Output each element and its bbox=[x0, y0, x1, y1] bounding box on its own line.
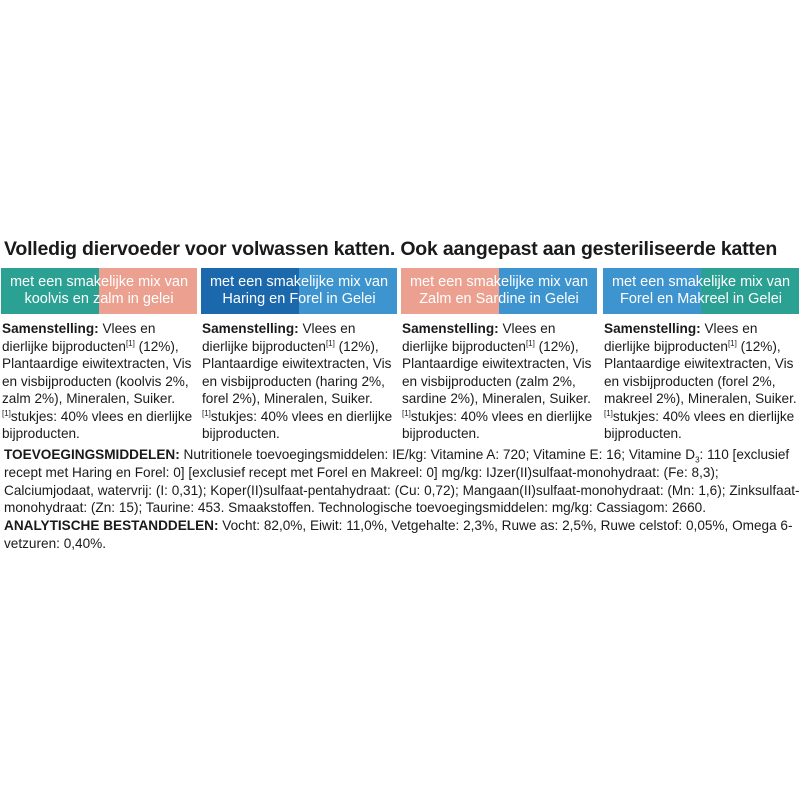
footnote-mark: [1] bbox=[325, 338, 335, 348]
recipe-banner bbox=[201, 268, 397, 314]
composition-part-1: Vlees en dierlijke bijproducten bbox=[202, 321, 356, 354]
footnote-mark: [1] bbox=[604, 408, 613, 418]
composition-text bbox=[401, 320, 597, 443]
footnote-mark: [1] bbox=[727, 338, 737, 348]
banner-line-1: met een smakelijke mix van bbox=[209, 274, 389, 290]
footnote-mark: [1] bbox=[525, 338, 535, 348]
composition-label: Samenstelling: bbox=[402, 321, 499, 336]
banner-line-1: met een smakelijke mix van bbox=[611, 274, 791, 290]
analytical-label: ANALYTISCHE BESTANDDELEN: bbox=[4, 518, 219, 534]
banner-line-1: met een smakelijke mix van bbox=[409, 274, 589, 290]
recipe-columns bbox=[1, 268, 799, 441]
composition-text bbox=[1, 320, 197, 443]
composition-part-3: stukjes: 40% vlees en dierlijke bijproducten. bbox=[604, 408, 795, 441]
composition-label: Samenstelling: bbox=[202, 321, 299, 336]
recipe-column-1 bbox=[1, 268, 197, 443]
composition-part-2: (12%), Plantaardige eiwitextracten, Vis en visbijproducten (haring 2%, forel 2%), Mineralen, Suiker. bbox=[202, 338, 392, 406]
composition-label: Samenstelling: bbox=[2, 321, 99, 336]
banner-line-2: Haring en Forel in Gelei bbox=[222, 291, 376, 307]
composition-text bbox=[201, 320, 397, 443]
footnote-mark: [1] bbox=[2, 408, 11, 418]
composition-part-3: stukjes: 40% vlees en dierlijke bijproducten. bbox=[402, 408, 593, 441]
headline: Volledig diervoeder voor volwassen katten. Ook aangepast aan gesteriliseerde katten bbox=[4, 238, 778, 260]
banner-line-2: Forel en Makreel in Gelei bbox=[620, 291, 782, 307]
composition-label: Samenstelling: bbox=[604, 321, 701, 336]
additives-text bbox=[4, 446, 800, 553]
subscript-3: 3 bbox=[695, 455, 700, 465]
composition-part-3: stukjes: 40% vlees en dierlijke bijproducten. bbox=[2, 408, 193, 441]
recipe-banner bbox=[1, 268, 197, 314]
analytical-values: Vocht: 82,0%, Eiwit: 11,0%, Vetgehalte: 2,3%, Ruwe as: 2,5%, Ruwe celstof: 0,05%, Omega 6-vetzuren: 0,40%. bbox=[4, 518, 793, 551]
composition-part-1: Vlees en dierlijke bijproducten bbox=[402, 321, 556, 354]
recipe-banner bbox=[603, 268, 799, 314]
banner-line-1: met een smakelijke mix van bbox=[9, 274, 189, 290]
composition-part-1: Vlees en dierlijke bijproducten bbox=[2, 321, 156, 354]
composition-text bbox=[603, 320, 799, 443]
banner-line-2: Zalm en Sardine in Gelei bbox=[419, 291, 579, 307]
additives-part-1: Nutritionele toevoegingsmiddelen: IE/kg: Vitamine A: 720; Vitamine E: 16; Vitamine D bbox=[179, 447, 696, 462]
recipe-column-2 bbox=[201, 268, 397, 443]
recipe-banner bbox=[401, 268, 597, 314]
composition-part-2: (12%), Plantaardige eiwitextracten, Vis en visbijproducten (koolvis 2%, zalm 2%), Mineralen, Suiker. bbox=[2, 338, 192, 406]
additives-label: TOEVOEGINGSMIDDELEN: bbox=[4, 447, 180, 462]
banner-line-2: koolvis en zalm in gelei bbox=[24, 291, 174, 307]
additives-part-2: : 110 [exclusief recept met Haring en Forel: 0] [exclusief recept met Forel en Makreel: 0] mg/kg: IJzer(II)sulfaat-monohydraat: (Fe: 8,3); Calciumjodaat, watervrij: (I: 0,31); Koper(II)sulfaat-pentahydraat: (Cu: 0,72); Mangaan(II)sulfaat-monohydraat: (Mn: 1,6); Zinksulfaat-monohydraat: (Zn: 15); Taurine: 453. Smaakstoffen. Technologische toevoegingsmiddelen: mg/kg: Cassiagom: 2660. bbox=[4, 447, 800, 516]
recipe-column-4 bbox=[603, 268, 799, 443]
composition-part-2: (12%), Plantaardige eiwitextracten, Vis en visbijproducten (forel 2%, makreel 2%), Mineralen, Suiker. bbox=[604, 338, 797, 406]
composition-part-3: stukjes: 40% vlees en dierlijke bijproducten. bbox=[202, 408, 393, 441]
composition-part-1: Vlees en dierlijke bijproducten bbox=[604, 321, 758, 354]
composition-part-2: (12%), Plantaardige eiwitextracten, Vis en visbijproducten (zalm 2%, sardine 2%), Mineralen, Suiker. bbox=[402, 338, 592, 406]
recipe-column-3 bbox=[401, 268, 597, 443]
footnote-mark: [1] bbox=[402, 408, 411, 418]
footnote-mark: [1] bbox=[202, 408, 211, 418]
footnote-mark: [1] bbox=[125, 338, 135, 348]
